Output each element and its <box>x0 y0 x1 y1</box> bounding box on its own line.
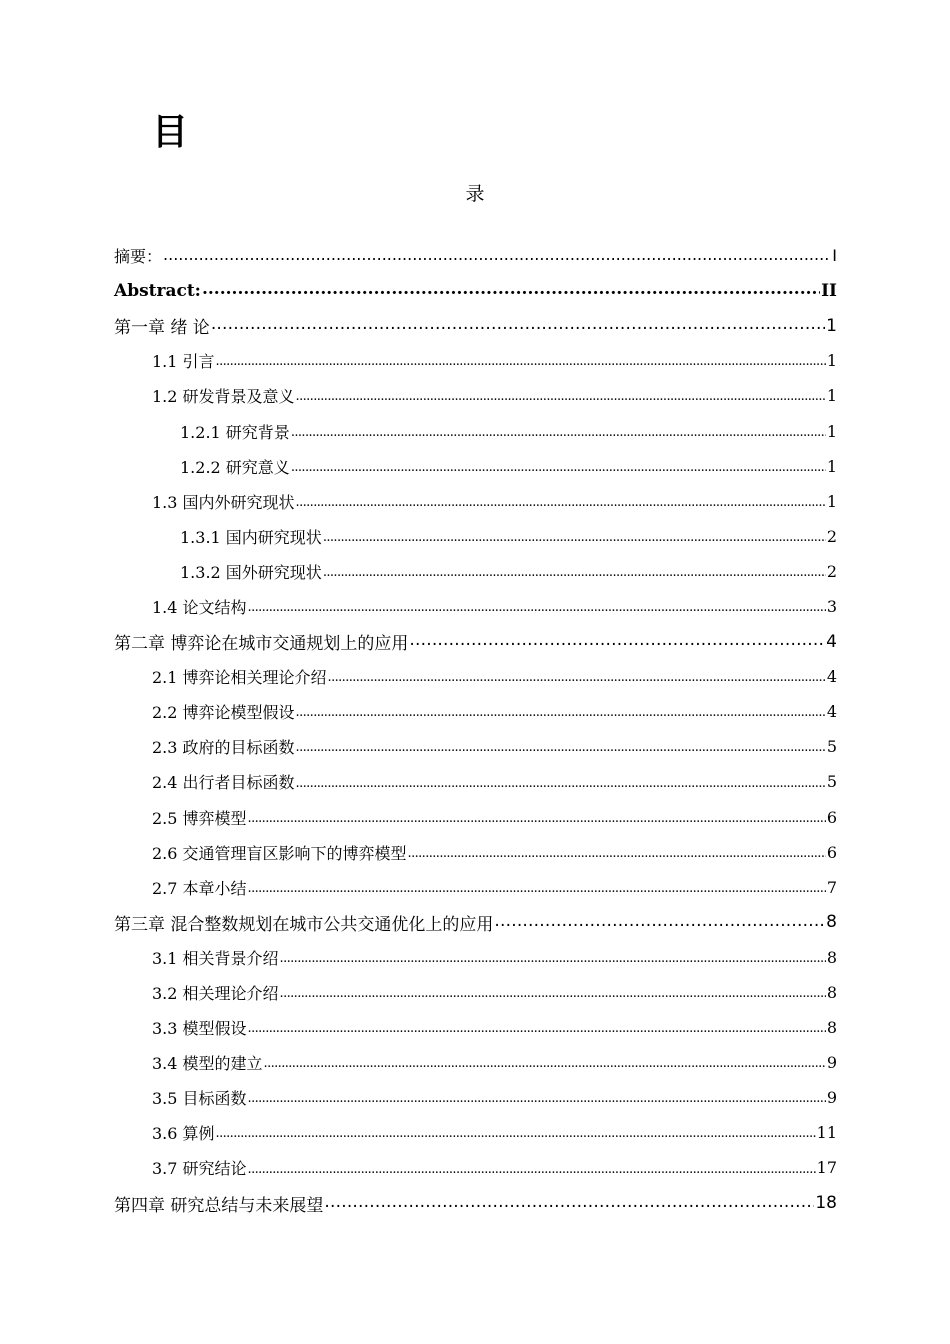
toc-entry[interactable] <box>114 378 837 413</box>
toc-dot-leader <box>248 1150 816 1185</box>
toc-dot-leader <box>296 729 826 764</box>
toc-entry-label: 第四章 研究总结与未来展望 <box>114 1195 324 1216</box>
toc-entry-page-number: 2 <box>826 526 837 546</box>
toc-entry-label: 2.7 本章小结 <box>152 878 247 898</box>
toc-entry-label: 2.4 出行者目标函数 <box>152 773 295 793</box>
toc-entry-page-number: 8 <box>826 912 837 933</box>
toc-entry-page-number: 2 <box>826 561 837 581</box>
toc-entry-label: 3.2 相关理论介绍 <box>152 984 279 1004</box>
toc-entry[interactable] <box>114 413 837 448</box>
toc-entry-page-number: 6 <box>826 842 837 862</box>
toc-entry-label: 第三章 混合整数规划在城市公共交通优化上的应用 <box>114 914 494 935</box>
toc-entry-page-number: 1 <box>826 386 837 406</box>
toc-entry-page-number: 8 <box>826 983 837 1003</box>
toc-entry-label: 3.5 目标函数 <box>152 1089 247 1109</box>
toc-entry[interactable] <box>114 273 837 308</box>
toc-entry[interactable] <box>114 835 837 870</box>
toc-entry-label: 3.3 模型假设 <box>152 1019 247 1039</box>
toc-entry-label: 第二章 博弈论在城市交通规划上的应用 <box>114 634 409 655</box>
toc-entry[interactable] <box>114 659 837 694</box>
toc-entry-page-number: 1 <box>826 315 837 336</box>
toc-entry-label: 2.1 博弈论相关理论介绍 <box>152 668 327 688</box>
toc-entry[interactable] <box>114 519 837 554</box>
toc-entry[interactable] <box>114 1115 837 1150</box>
toc-entry-label: 1.3.1 国内研究现状 <box>180 527 322 547</box>
toc-entry-page-number: 3 <box>826 596 837 616</box>
toc-entry-label: 3.7 研究结论 <box>152 1159 247 1179</box>
toc-entry-page-number: 8 <box>826 1018 837 1038</box>
toc-entry-page-number: 7 <box>826 877 837 897</box>
toc-dot-leader <box>211 308 825 343</box>
toc-entry-label: 1.2 研发背景及意义 <box>152 387 295 407</box>
toc-entry-page-number: 17 <box>816 1158 837 1178</box>
toc-entry-label: 摘要： <box>114 247 163 267</box>
toc-dot-leader <box>323 519 826 554</box>
toc-entry-page-number: 4 <box>826 631 837 652</box>
toc-entry-page-number: 8 <box>826 947 837 967</box>
toc-dot-leader <box>409 624 825 659</box>
toc-entry[interactable] <box>114 905 837 940</box>
toc-entry[interactable] <box>114 1150 837 1185</box>
toc-title-main-char: 目 <box>152 112 189 153</box>
toc-entry[interactable] <box>114 449 837 484</box>
toc-dot-leader <box>296 378 826 413</box>
toc-entry-label: 2.2 博弈论模型假设 <box>152 703 295 723</box>
toc-entry-page-number: 1 <box>826 491 837 511</box>
toc-entry[interactable] <box>114 870 837 905</box>
toc-dot-leader <box>248 800 826 835</box>
toc-dot-leader <box>291 449 826 484</box>
toc-entry-page-number: 1 <box>826 456 837 476</box>
toc-entry-label: 3.4 模型的建立 <box>152 1054 263 1074</box>
toc-entry-page-number: 18 <box>815 1193 837 1214</box>
toc-dot-leader <box>248 870 826 905</box>
toc-dot-leader <box>264 1045 826 1080</box>
toc-entry-label: 2.5 博弈模型 <box>152 808 247 828</box>
toc-entry-label: 第一章 绪 论 <box>114 318 210 339</box>
toc-dot-leader <box>494 905 825 940</box>
toc-title-second-char: 录 <box>465 183 485 205</box>
toc-entry-label: 2.6 交通管理盲区影响下的博弈模型 <box>152 843 407 863</box>
toc-entry-page-number: 1 <box>826 351 837 371</box>
toc-entry[interactable] <box>114 1045 837 1080</box>
toc-dot-leader <box>248 1080 826 1115</box>
toc-entry-label: 1.3.2 国外研究现状 <box>180 562 322 582</box>
toc-entry-label: 3.6 算例 <box>152 1124 215 1144</box>
toc-entry-label: 1.2.2 研究意义 <box>180 457 290 477</box>
toc-entry[interactable] <box>114 554 837 589</box>
toc-entry[interactable] <box>114 343 837 378</box>
toc-dot-leader <box>216 1115 816 1150</box>
toc-entry[interactable] <box>114 940 837 975</box>
toc-entry[interactable] <box>114 624 837 659</box>
toc-entry-label: 3.1 相关背景介绍 <box>152 948 279 968</box>
toc-entry-label: 1.3 国内外研究现状 <box>152 492 295 512</box>
toc-entry-page-number: 5 <box>826 737 837 757</box>
toc-entry-page-number: 9 <box>826 1053 837 1073</box>
toc-entry-label: 1.2.1 研究背景 <box>180 422 290 442</box>
toc-entry-page-number: 9 <box>826 1088 837 1108</box>
toc-dot-leader <box>323 554 826 589</box>
toc-entry[interactable] <box>114 1010 837 1045</box>
toc-entry-label: 2.3 政府的目标函数 <box>152 738 295 758</box>
toc-dot-leader <box>163 238 831 273</box>
toc-dot-leader <box>324 1186 814 1221</box>
toc-entry[interactable] <box>114 1080 837 1115</box>
toc-entry[interactable] <box>114 308 837 343</box>
toc-entry[interactable] <box>114 729 837 764</box>
toc-entry-label: Abstract: <box>114 280 201 301</box>
toc-dot-leader <box>291 413 826 448</box>
toc-entry[interactable] <box>114 694 837 729</box>
toc-dot-leader <box>202 273 820 308</box>
toc-entry[interactable] <box>114 800 837 835</box>
toc-dot-leader <box>408 835 826 870</box>
toc-dot-leader <box>296 484 826 519</box>
toc-entry-label: 1.4 论文结构 <box>152 597 247 617</box>
toc-dot-leader <box>296 764 826 799</box>
table-of-contents <box>114 238 837 1221</box>
toc-entry-page-number: 11 <box>816 1123 837 1143</box>
toc-entry-page-number: 1 <box>826 421 837 441</box>
toc-dot-leader <box>280 940 826 975</box>
toc-entry[interactable] <box>114 975 837 1010</box>
toc-entry-page-number: 6 <box>826 807 837 827</box>
toc-entry[interactable] <box>114 764 837 799</box>
toc-entry-page-number: 4 <box>826 702 837 722</box>
toc-dot-leader <box>328 659 826 694</box>
toc-entry[interactable] <box>114 238 837 273</box>
toc-dot-leader <box>296 694 826 729</box>
toc-entry[interactable] <box>114 589 837 624</box>
toc-dot-leader <box>280 975 826 1010</box>
toc-dot-leader <box>248 1010 826 1045</box>
toc-entry[interactable] <box>114 484 837 519</box>
toc-entry[interactable] <box>114 1186 837 1221</box>
toc-entry-page-number: 4 <box>826 667 837 687</box>
toc-dot-leader <box>248 589 826 624</box>
toc-entry-page-number: I <box>832 246 837 266</box>
toc-entry-label: 1.1 引言 <box>152 352 215 372</box>
toc-dot-leader <box>216 343 826 378</box>
toc-entry-page-number: II <box>821 280 837 301</box>
toc-entry-page-number: 5 <box>826 772 837 792</box>
